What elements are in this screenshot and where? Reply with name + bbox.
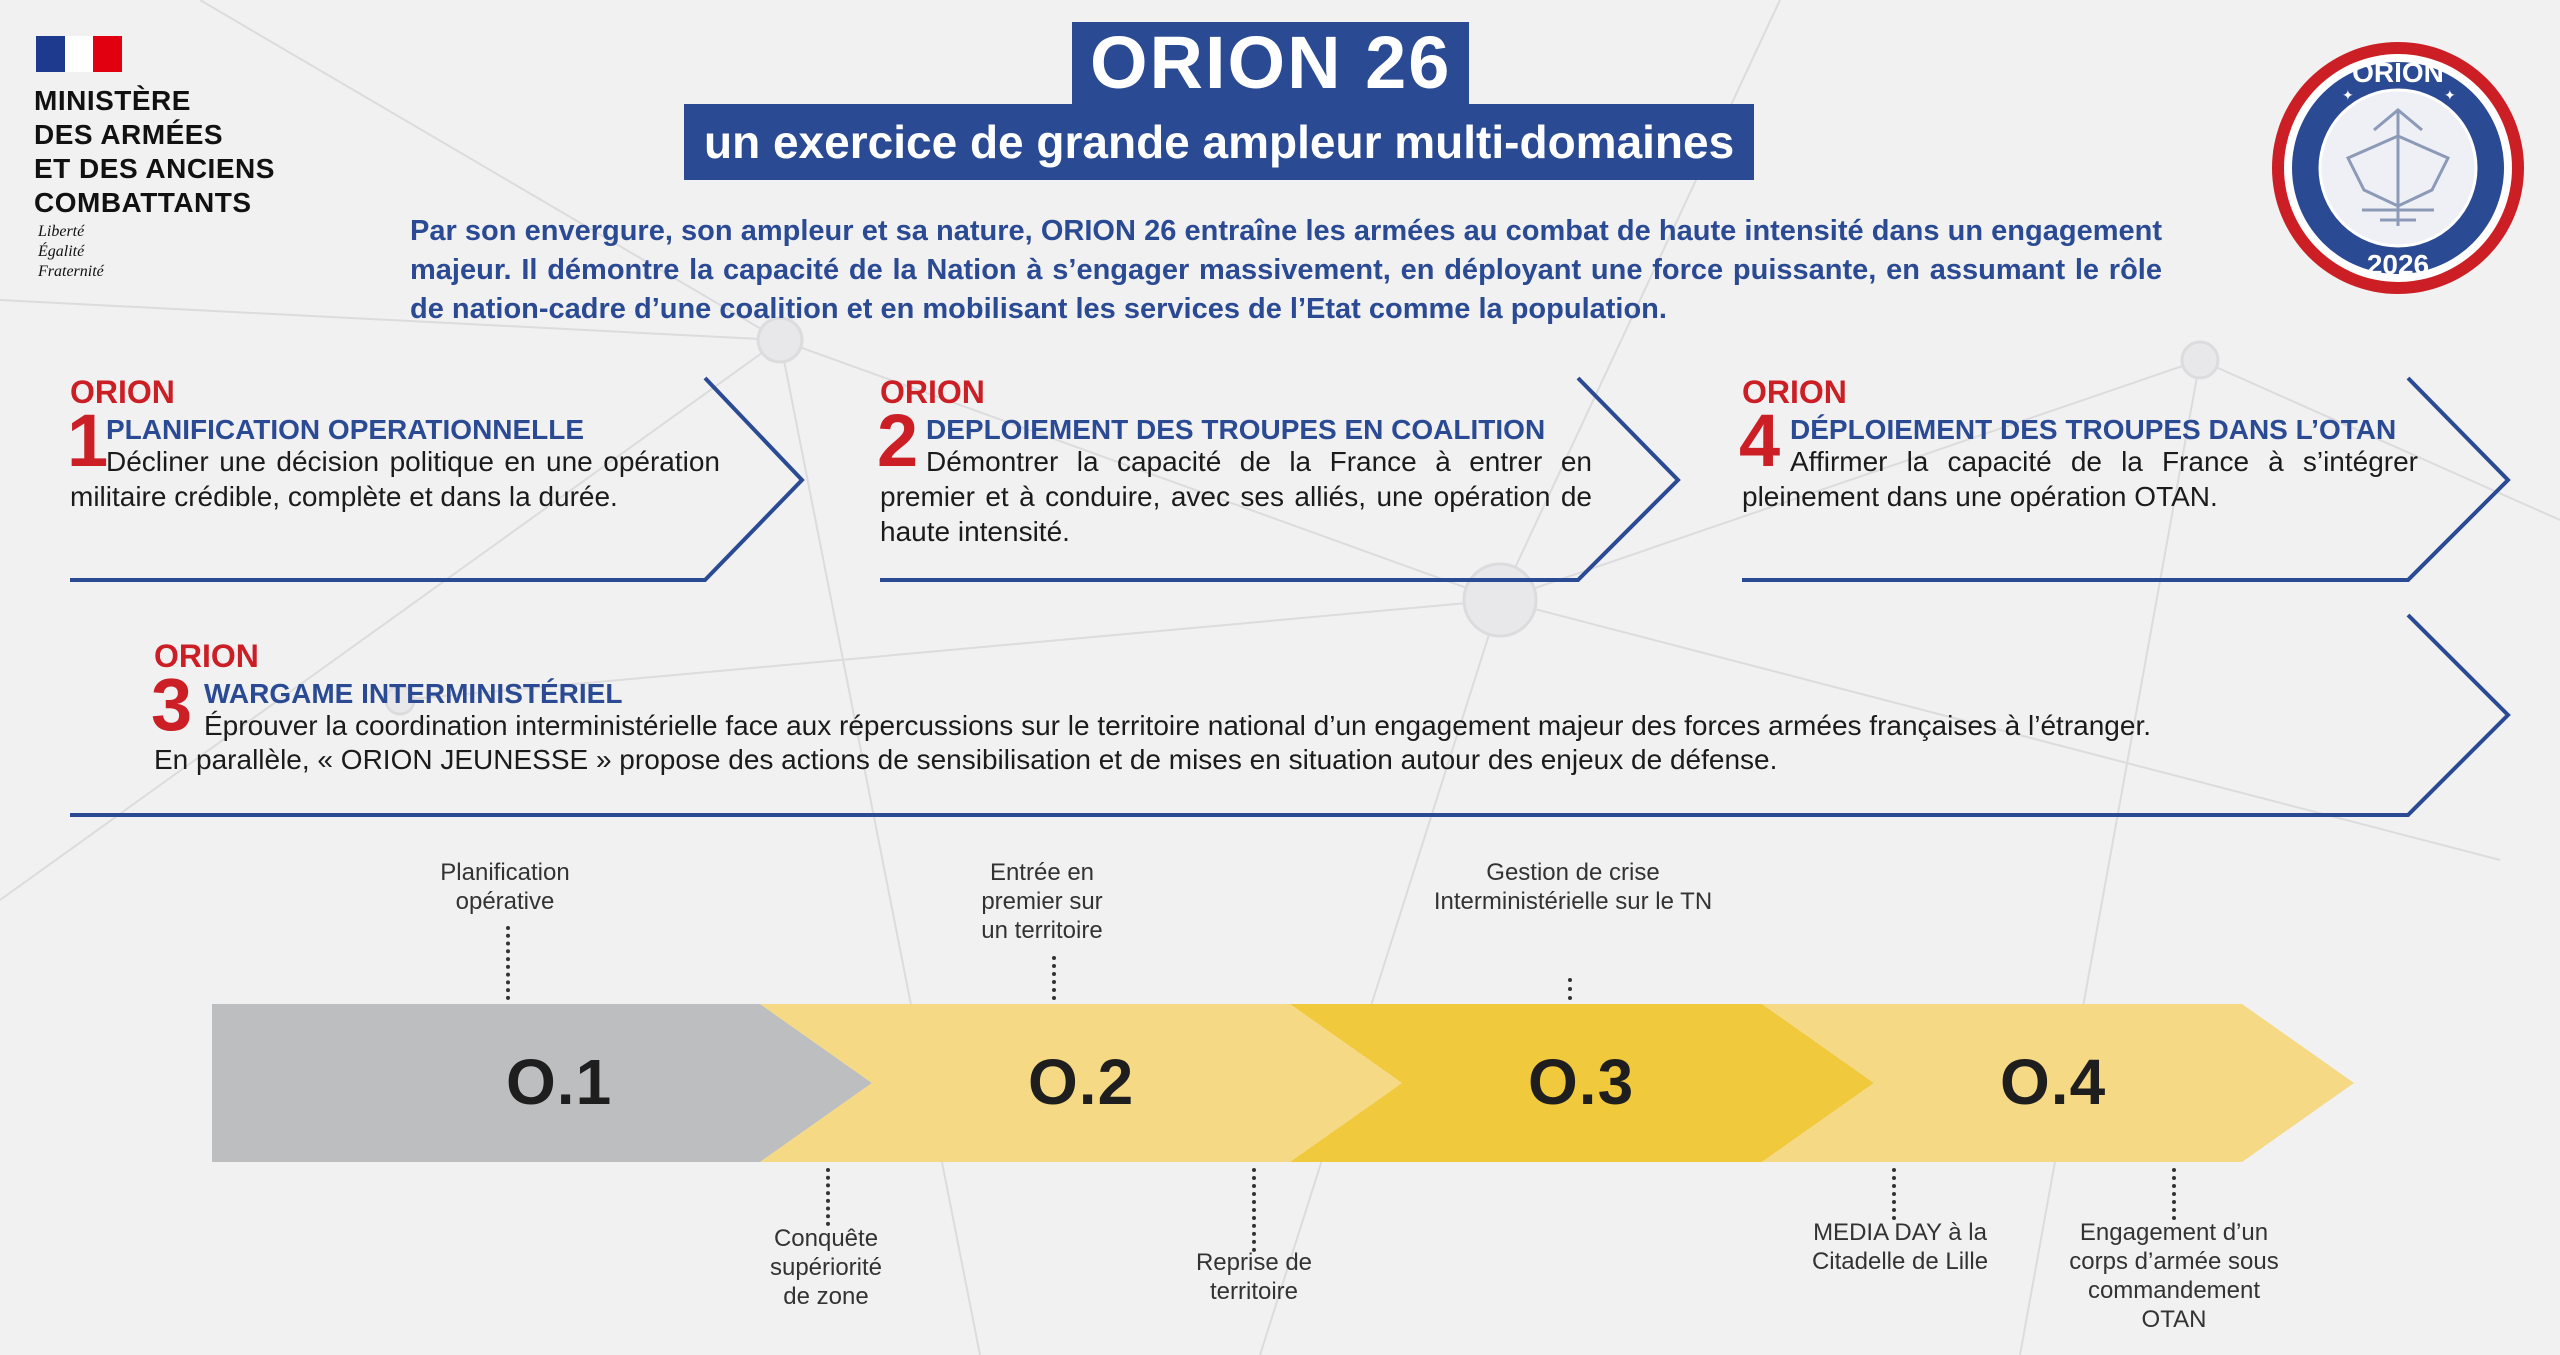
step-number: 2 — [877, 399, 919, 482]
annotation-line: Reprise de — [1195, 1249, 1313, 1276]
motto-line: Égalité — [38, 243, 85, 260]
step-number: 3 — [151, 663, 193, 746]
step-heading: PLANIFICATION OPERATIONNELLE — [106, 414, 585, 445]
connector-dots — [1892, 1168, 1900, 1220]
annotation-gestion-de-crise — [1398, 858, 1748, 916]
annotation-line: Gestion de crise — [1486, 859, 1660, 886]
annotation-line: supériorité — [769, 1254, 883, 1281]
step-orion-label: ORION — [70, 374, 175, 410]
step-description-secondary: En parallèle, « ORION JEUNESSE » propose des actions de sensibilisation et de mises en situation autour des enjeux de défense. — [154, 744, 1778, 775]
step-description: Éprouver la coordination interministérielle face aux répercussions sur le territoire national d’un engagement majeur des forces armées françaises à l’étranger. — [204, 710, 2151, 741]
phase-label-o4: O.4 — [2000, 1046, 2107, 1118]
annotation-line: Planification — [440, 859, 570, 886]
ministry-line: MINISTÈRE — [34, 85, 191, 116]
annotation-reprise — [1144, 1248, 1364, 1306]
star-icon: ✦ — [2342, 87, 2354, 103]
annotation-line: corps d’armée sous — [2069, 1248, 2279, 1275]
connector-dots — [1568, 978, 1576, 1000]
annotation-line: Entrée en — [989, 859, 1095, 886]
step-orion-label: ORION — [154, 638, 259, 674]
step-description: Démontrer la capacité de la France à entrer en premier et à conduire, avec ses alliés, une opération de haute intensité. — [880, 446, 1592, 547]
annotation-entree-en-premier — [922, 858, 1162, 945]
annotation-conquete — [736, 1224, 916, 1311]
annotation-line: Interministérielle sur le TN — [1433, 888, 1713, 915]
step-description: Affirmer la capacité de la France à s’intégrer pleinement dans une opération OTAN. — [1742, 446, 2418, 512]
step-heading: DÉPLOIEMENT DES TROUPES DANS L’OTAN — [1790, 414, 2397, 445]
page-title: ORION 26 — [1072, 22, 1469, 104]
step-orion-label: ORION — [880, 374, 985, 410]
annotation-media-day — [1780, 1218, 2020, 1276]
motto-line: Liberté — [38, 223, 85, 240]
step-heading: WARGAME INTERMINISTÉRIEL — [204, 678, 623, 709]
step-description: Décliner une décision politique en une opération militaire crédible, complète et dans la durée. — [70, 446, 720, 512]
annotation-line: territoire — [1209, 1278, 1299, 1305]
step-number: 1 — [67, 399, 109, 482]
star-icon: ✦ — [2444, 87, 2456, 103]
phase-label-o1: O.1 — [506, 1046, 613, 1118]
ministry-line: DES ARMÉES — [34, 119, 224, 150]
connector-dots — [2172, 1168, 2180, 1220]
emblem-year: 2026 — [2366, 249, 2430, 280]
step-heading: DEPLOIEMENT DES TROUPES EN COALITION — [926, 414, 1546, 445]
connector-dots — [826, 1168, 834, 1226]
page-subtitle: un exercice de grande ampleur multi-domaines — [684, 104, 1754, 180]
ministry-line: COMBATTANTS — [34, 187, 252, 218]
connector-dots — [1252, 1168, 1260, 1252]
step-orion-label: ORION — [1742, 374, 1847, 410]
step-number: 4 — [1739, 399, 1781, 482]
phase-label-o2: O.2 — [1028, 1046, 1135, 1118]
annotation-line: Citadelle de Lille — [1811, 1248, 1989, 1275]
annotation-line: Conquête — [773, 1225, 879, 1252]
annotation-line: de zone — [783, 1283, 869, 1310]
annotation-line: OTAN — [2141, 1306, 2207, 1333]
motto-line: Fraternité — [38, 263, 104, 280]
annotation-line: un territoire — [981, 917, 1103, 944]
annotation-engagement-otan — [2044, 1218, 2304, 1334]
annotation-line: MEDIA DAY à la — [1813, 1219, 1987, 1246]
annotation-line: premier sur — [981, 888, 1103, 915]
emblem-top-text: ORION — [2352, 57, 2444, 88]
intro-paragraph: Par son envergure, son ampleur et sa nature, ORION 26 entraîne les armées au combat de haute intensité dans un engagement majeur. Il démontre la capacité de la Nation à s’engager massivement, en déployant une force puissante, en assumant le rôle de nation-cadre d’une coalition et en mobilisant les services de l’Etat comme la population. — [410, 215, 2162, 325]
annotation-planification — [385, 858, 625, 916]
connector-dots — [1052, 956, 1060, 1000]
ministry-line: ET DES ANCIENS — [34, 153, 275, 184]
annotation-line: Engagement d’un — [2079, 1219, 2269, 1246]
connector-dots — [506, 926, 514, 1000]
annotation-line: commandement — [2087, 1277, 2261, 1304]
annotation-line: opérative — [455, 888, 555, 915]
phase-label-o3: O.3 — [1528, 1046, 1635, 1118]
